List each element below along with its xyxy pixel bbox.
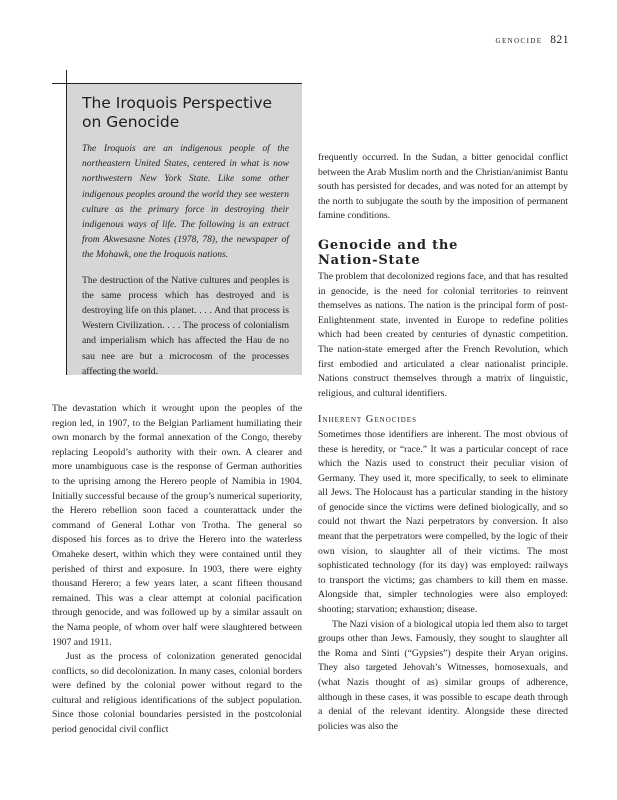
sidebar-title-line1: The Iroquois Perspective — [82, 94, 273, 112]
sidebar-intro: The Iroquois are an indigenous people of the northeastern United States, centered in what is now northwestern New York State. Like some other indigenous peoples around the world they see western culture as the primary force in destroying their indigenous ways of life. The following is an extract from Akwesasne Notes (1978, 78), the newspaper of the Mohawk, one the Iroquois nations. — [82, 144, 289, 261]
running-header — [496, 34, 569, 46]
body-paragraph: frequently occurred. In the Sudan, a bitter genocidal conflict between the Arab Muslim north and the Christian/animist Bantu south has persisted for decades, and was noted for an attempt by the north to subjugate the south by the imposition of permanent famine conditions. — [318, 152, 568, 222]
left-column — [52, 402, 302, 738]
body-paragraph: Just as the process of colonization generated genocidal conflicts, so did decolonization. In many cases, colonial borders were defined by the colonial power without regard to the cultural and religious identifications of the subject population. Since those colonial boundaries persisted in the postcolonial period genocidal civil conflict — [52, 651, 302, 736]
subsection-heading: Inherent Genocides — [318, 414, 417, 426]
right-column — [318, 151, 568, 734]
sidebar-left-rule — [66, 70, 67, 375]
body-paragraph: The problem that decolonized regions face, and that has resulted in genocide, is the need for colonial territories to reinvent themselves as nations. The nation is the principal form of post-Enlightenment state, invented in Europe to redefine polities which had been created by centuries of dynastic competition. The nation-state emerged after the French Revolution, which first embodied and articulated a clear nationalist principle. Nations construct themselves through a matrix of linguistic, religious, and cultural identifiers. — [318, 270, 568, 399]
body-paragraph: Sometimes those identifiers are inherent. The most obvious of these is heredity, or “race.” It was a particular concept of race which the Nazis used to construct their peculiar vision of Germany. They used it, more specifically, to seek to eliminate all Jews. The Holocaust has a particular standing in the history of genocide since the victims were defined biologically, and so could not thwart the Nazi perpetrators by conversion. It also meant that the perpetrators were compelled, by the logic of their own vision, to slaughter all of their victims. The most sophisticated technology (for its day) was employed: railways to transport the victims; gas chambers to kill them en masse. Alongside that, simpler technologies were also employed: shooting; starvation; exhaustion; disease. — [318, 428, 568, 616]
sidebar-title-line2: on Genocide — [82, 113, 180, 131]
section-heading-line1: Genocide and the — [318, 237, 459, 253]
sidebar-quote: The destruction of the Native cultures and peoples is the same process which has destroyed and is destroying life on this planet. . . . And that process is Western Civilization. . . . The process of colonialism and imperialism which has affected the Hau de no sau nee are but a microcosm of the processes affecting the world. — [82, 274, 289, 377]
running-head-title: genocide — [495, 35, 543, 46]
section-heading — [318, 238, 568, 268]
body-paragraph: The Nazi vision of a biological utopia led them also to target groups other than Jews. Famously, they sought to slaughter all the Roma and Sinti (“Gypsies”) despite their Aryan origins. They also targeted Jehovah’s Witnesses, homosexuals, and (what Nazis thought of as) similar groups of adherence, although in these cases, it was possible to escape death through a denial of the relevant identity. Alongside these directed policies was also the — [318, 618, 568, 732]
sidebar-title — [82, 94, 289, 132]
page-number: 821 — [550, 34, 569, 46]
sidebar-box — [66, 84, 302, 375]
section-heading-line2: Nation-State — [318, 252, 421, 268]
body-paragraph: The devastation which it wrought upon the peoples of the region led, in 1907, to the Belgian Parliament humiliating their own monarch by the formal annexation of the Congo, thereby replacing Leopold’s authority with their own. A clearer and more unambiguous case is the response of German authorities to the uprising among the Herero people of Namibia in 1904. Initially successful because of the group’s numerical superiority, the Herero rebellion soon faced a counterattack under the command of General Lothar von Trotha. The general so disposed his forces as to drive the Herero into the waterless Omaheke desert, within which they were contained until they perished of thirst and exposure. In 1903, there were eighty thousand Herero; a few years later, a scant fifteen thousand remained. This was a clear attempt at colonial pacification through genocide, and was followed up by a similar assault on the Nama people, of whom over half were slaughtered between 1907 and 1911. — [52, 403, 302, 648]
